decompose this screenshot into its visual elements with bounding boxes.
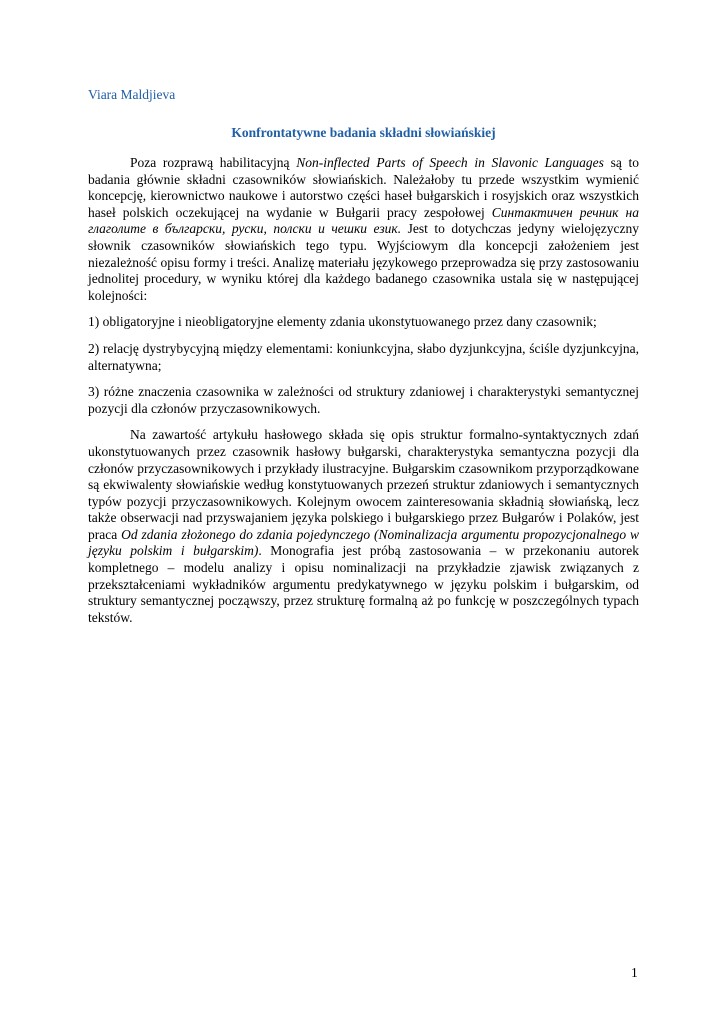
paragraph-2 [88,427,639,626]
list-item-1: 1) obligatoryjne i nieobligatoryjne elementy zdania ukonstytuowanego przez dany czasownik; [88,314,597,330]
page-number: 1 [631,965,638,980]
paragraph-1-text-a: Poza rozprawą habilitacyjną [130,155,297,170]
paragraph-2-text-a: Na zawartość artykułu hasłowego składa się opis struktur formalno-syntaktycznych zdań ukonstytuowanych przez czasownik hasłowy bułgarski, charakterystyka semantyczna pozycji dla członów przyczasownikowych i przykłady ilustracyjne. Bułgarskim czasownikom przyporządkowane są ekwiwalenty słowiańskie według konstytuowanych przezeń struktur zdaniowych i semantycznych typów pozycji przyczasownikowych. Kolejnym owocem zainteresowania składnią słowiańską, lecz także obserwacji nad przyswajaniem języka polskiego i bułgarskiego przez Bułgarów i Polaków, jest praca [88,427,639,542]
paragraph-2-italic-title: Od zdania złożonego do zdania pojedynczego (Nominalizacja argumentu propozycjonalnego w języku polskim i bułgarskim) [88,526,639,559]
paragraph-2-text-c: . Monografia jest próbą zastosowania – w przekonaniu autorek kompletnego – modelu analizy i opisu nominalizacji na przykładzie zjawisk związanych z przekształceniami wykładników argumentu predykatywnego w języku polskim i bułgarskim, od struktury semantycznej począwszy, przez strukturę formalną aż po funkcję w poszczególnych typach tekstów. [88,543,639,625]
paragraph-1-text-e: Jest to dotychczas jedyny wielojęzyczny słownik czasowników słowiańskich tego typu. Wyjściowym dla koncepcji założeniem jest niezależność opisu formy i treści. Analizę materiału językowego przeprowadza się przy zastosowaniu jednolitej procedury, w wyniku której dla każdego badanego czasownika ustala się w następującej kolejności: [88,221,639,303]
list-item-2: 2) relację dystrybycyjną między elementami: koniunkcyjna, słabo dyzjunkcyjna, ściśle dyzjunkcyjna, alternatywna; [88,340,639,373]
paragraph-1-italic-title-2: Синтактичен речник на глаголите в български, руски, полски и чешки език. [88,204,639,237]
document-body [88,155,639,626]
paragraph-1-italic-title-1: Non-inflected Parts of Speech in Slavonic Languages [296,155,604,170]
paragraph-1-text-c: są to badania głównie składni czasowników słowiańskich. Należałoby tu przede wszystkim wymienić koncepcję, kierownictwo naukowe i autorstwo części haseł bułgarskich i rosyjskich oraz wszystkich haseł polskich oczekującej na wydanie w Bułgarii pracy zespołowej [88,155,639,220]
paragraph-1 [88,155,639,304]
document-title: Konfrontatywne badania składni słowiańskiej [231,125,496,140]
list-item-3: 3) różne znaczenia czasownika w zależności od struktury zdaniowej i charakterystyki semantycznej pozycji dla członów przyczasownikowych. [88,384,639,416]
author-name: Viara Maldjieva [88,87,176,102]
